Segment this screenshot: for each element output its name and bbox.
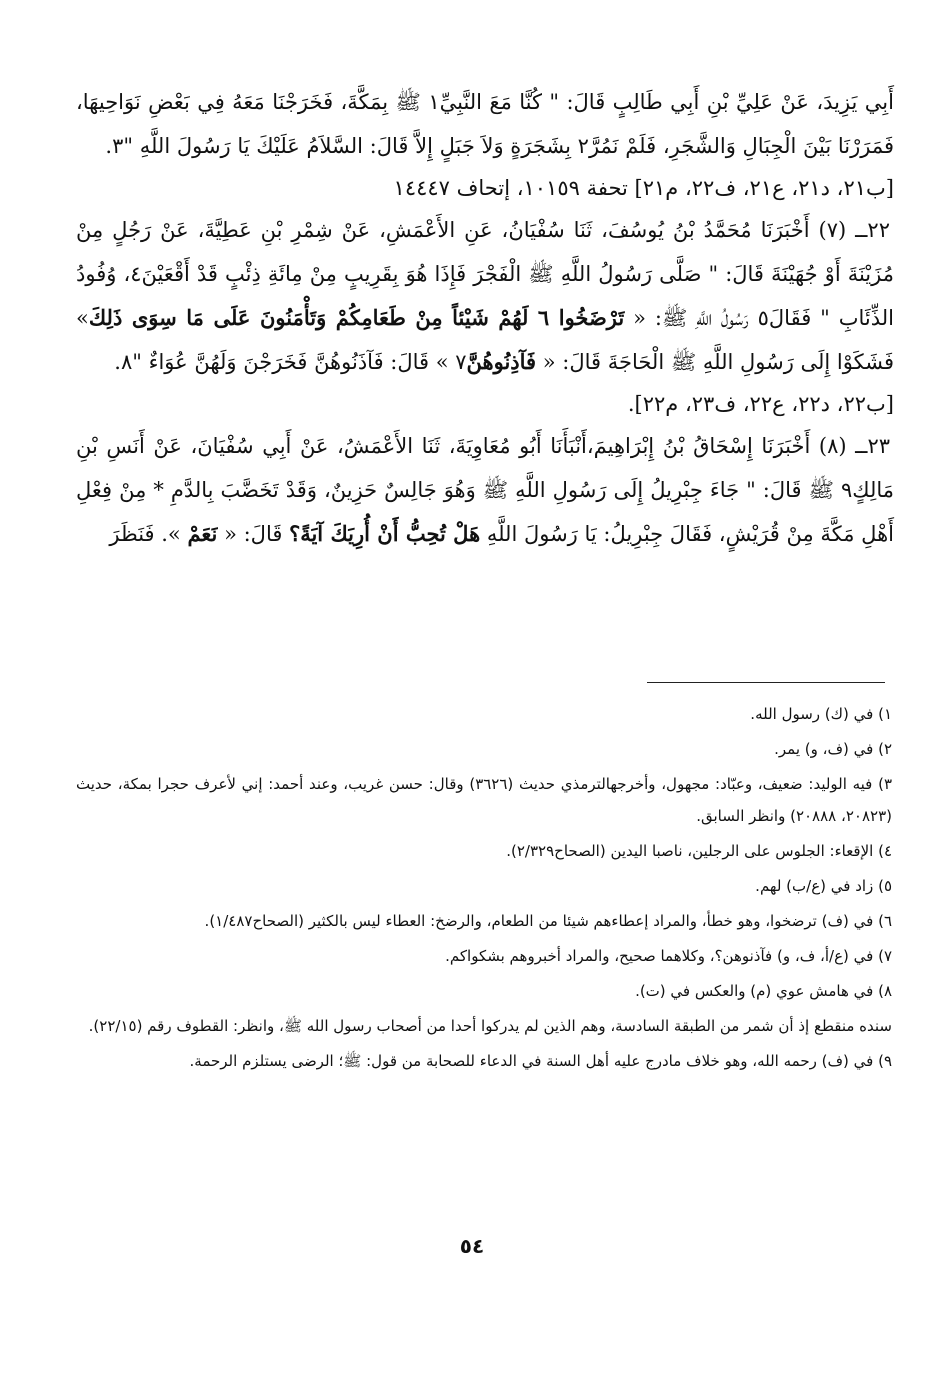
footnote-8: ٨) في هامش عوي (م) والعكس في (ت). — [635, 982, 892, 1000]
hadith-22-lead: ٢٢ــ (٧) أَخْبَرَنَا مُحَمَّدُ بْنُ يُوسُفَ، ثَنَا سُفْيَانُ، عَنِ الأَعْمَشِ، عَنْ شِمْرِ بْنِ عَطِيَّةَ، عَنْ رَجُلٍ مِنْ مُزَيْنَةَ أَوْ جُهَيْنَةَ قَالَ: " صَلَّى رَسُولُ اللَّهِ ﷺ الْفَجْرَ فَإِذَا هُوَ بِقَرِيبٍ مِنْ مِائَةِ ذِئْبٍ قَدْ أَقْعَيْنَ٤، وُفُودُ الذِّئَابِ " فَقَالَ٥ رَسُولُ اللَّهِ ﷺ: « — [76, 218, 894, 330]
footnote-9: ٩) في (ف) رحمه الله، وهو خلاف مادرج عليه أهل السنة في الدعاء للصحابة من قول: ﷺ؛ الرضى يستلزم الرحمة. — [189, 1052, 892, 1070]
source-references-21: [ب٢١، د٢١، ع٢١، ف٢٢، م٢١] تحفة ١٠١٥٩، إتحاف ١٤٤٤٧ — [393, 176, 894, 200]
hadith-21-end-paragraph: أَبِي يَزِيدَ، عَنْ عَلِيِّ بْنِ أَبِي طَالِبٍ قَالَ: " كُنَّا مَعَ النَّبِيِّ١ ﷺ بِمَكَّةَ، فَخَرَجْنَا مَعَهُ فِي بَعْضِ نَوَاحِيهَا، فَمَرَرْنَا بَيْنَ الْجِبَالِ وَالشَّجَرِ، فَلَمْ نَمُرَّ٢ بِشَجَرَةٍ وَلاَ جَبَلٍ إِلاَّ قَالَ: السَّلاَمُ عَلَيْكَ يَا رَسُولَ اللَّهِ "٣. — [76, 90, 894, 158]
hadith-23-quote-2: نَعَمْ — [187, 521, 218, 546]
hadith-22-tail: ٧ » قَالَ: فَآذَنُوهُنَّ فَخَرَجْنَ وَلَهُنَّ عُوَاءٌ "٨. — [114, 350, 467, 374]
hadith-23-lead: ٢٣ــ (٨) أَخْبَرَنَا إِسْحَاقُ بْنُ إِبْرَاهِيمَ،أَنْبَأَنَا أَبُو مُعَاوِيَةَ، ثَنَا الأَعْمَشُ، عَنْ أَبِي سُفْيَانَ، عَنْ أَنَسِ بْنِ مَالِكٍ٩ ﷺ قَالَ: " جَاءَ جِبْرِيلُ إِلَى رَسُولِ اللَّهِ ﷺ وَهُوَ جَالِسٌ حَزِينٌ، وَقَدْ تَخَضَّبَ بِالدَّمِ * مِنْ فِعْلِ أَهْلِ مَكَّةَ مِنْ قُرَيْشٍ، فَقَالَ جِبْرِيلُ: يَا رَسُولَ اللَّهِ — [76, 434, 894, 546]
hadith-22-paragraph — [76, 208, 894, 384]
footnote-1: ١) في (ك) رسول الله. — [750, 705, 892, 723]
footnote-5: ٥) زاد في (ع/ب) لهم. — [755, 877, 892, 895]
footnote-8-continuation: سنده منقطع إذ أن شمر من الطبقة السادسة، وهم الذين لم يدركوا أحدا من أصحاب رسول الله ﷺ، وانظر: القطوف رقم (٢٢/١٥). — [88, 1017, 892, 1035]
source-references-22: [ب٢٢، د٢٢، ع٢٢، ف٢٣، م٢٢]. — [627, 392, 894, 416]
hadith-23-quote: هَلْ تُحِبُّ أَنْ أُرِيَكَ آيَةً؟ — [289, 521, 481, 546]
footnote-7: ٧) في (ع/أ، ف، و) فآذنوهن؟، وكلاهما صحيح، والمراد أخبروهم بشكواكم. — [445, 947, 892, 965]
footnote-2: ٢) في (ف، و) يمر. — [774, 740, 892, 758]
footnote-6: ٦) في (ف) ترضخوا، وهو خطأ، والمراد إعطاءهم شيئا من الطعام، والرضخ: العطاء ليس بالكثير (الصحاح١/٤٨٧). — [204, 912, 892, 930]
footnote-3: ٣) فيه الوليد: ضعيف، وعبّاد: مجهول، وأخرجهالترمذي حديث (٣٦٢٦) وقال: حسن غريب، وعند أحمد: إني لأعرف حجرا بمكة، حديث (٢٠٨٢٣، ٢٠٨٨٨) وانظر السابق. — [76, 775, 892, 825]
hadith-23-tail: ». فَنَظَرَ — [109, 522, 188, 546]
main-text — [76, 80, 894, 556]
hadith-23-paragraph — [76, 424, 894, 556]
footnote-separator — [647, 682, 885, 683]
hadith-22-quote-2: فَآذِنُوهُنَّ — [466, 349, 537, 374]
hadith-22-mid: » فَشَكَوْا إِلَى رَسُولِ اللَّهِ ﷺ الْحَاجَةَ قَالَ: « — [76, 306, 894, 374]
hadith-22-quote: تَرْضَخُوا ٦ لَهُمْ شَيْئاً مِنْ طَعَامِكُمْ وَتَأْمَنُونَ عَلَى مَا سِوَى ذَلِكَ — [88, 305, 625, 330]
footnotes — [76, 698, 892, 1080]
page-number: ٥٤ — [459, 1234, 485, 1258]
hadith-23-mid: قَالَ: « — [217, 522, 290, 546]
footnote-4: ٤) الإقعاء: الجلوس على الرجلين، ناصبا اليدين (الصحاح٢/٣٢٩). — [506, 842, 892, 860]
